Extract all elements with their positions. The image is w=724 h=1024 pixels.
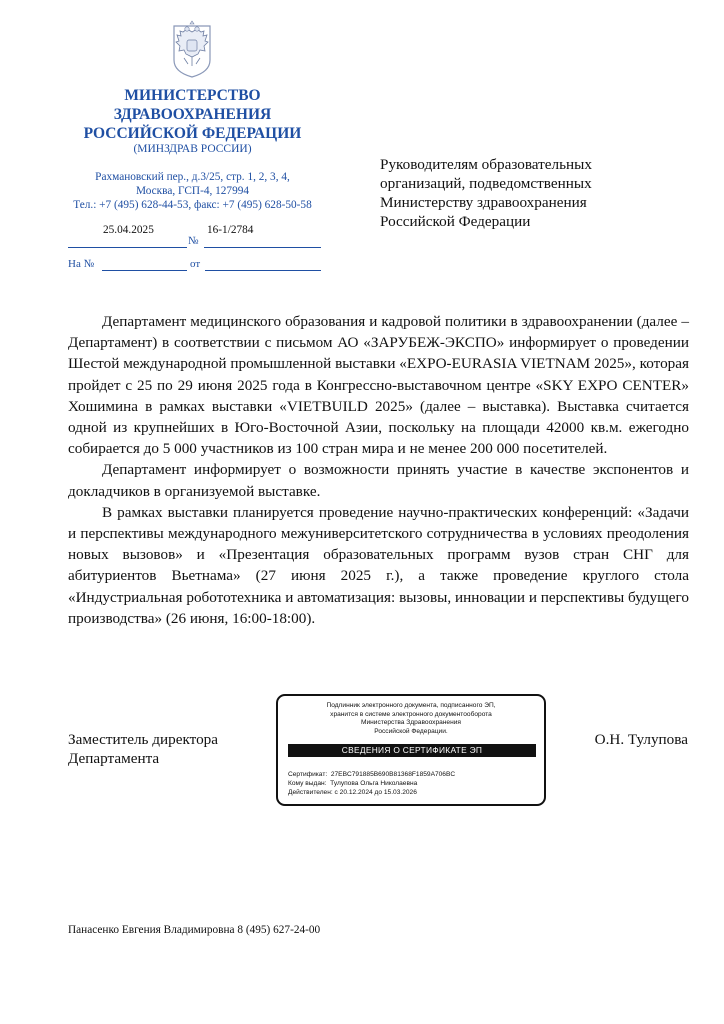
body-paragraph: Департамент медицинского образования и кадровой политики в здравоохранении (далее – Департамент) в соответствии с письмом АО «ЗАРУБЕЖ-ЭКСПО» информирует о проведении Шестой международной промышленной выставки «EXPO-EURASIA VIETNAM 2025», которая пройдет с 25 по 29 июня 2025 года в Конгрессно-выставочном центре «SKY EXPO CENTER» Хошимина в рамках выставки «VIETBUILD 2025» (далее – выставка). Выставка считается одной из крупнейших в Юго-Восточной Азии, поскольку на площади 42000 кв.м. ежегодно собирается до 5 000 участников из 100 стран мира и не менее 200 000 посетителей. bbox=[68, 313, 689, 458]
number-underline bbox=[204, 235, 321, 248]
stamp-header-line: хранится в системе электронного документооборота bbox=[330, 710, 492, 718]
electronic-signature-stamp bbox=[276, 694, 546, 806]
stamp-header-line: Министерства Здравоохранения bbox=[360, 719, 461, 727]
stamp-valid-label: Действителен: bbox=[288, 789, 333, 796]
stamp-certificate-label: Сертификат: bbox=[288, 771, 328, 778]
stamp-header-line: Подлинник электронного документа, подписанного ЭП, bbox=[326, 702, 496, 709]
russian-coat-of-arms-icon bbox=[170, 20, 214, 78]
stamp-banner: СВЕДЕНИЯ О СЕРТИФИКАТЕ ЭП bbox=[288, 744, 536, 757]
addressee-line: Министерству здравоохранения bbox=[380, 194, 587, 211]
address-line-2: Москва, ГСП-4, 127994 bbox=[135, 185, 250, 197]
stamp-issued-label: Кому выдан: bbox=[288, 780, 327, 787]
ref-number-label: На № bbox=[68, 258, 95, 270]
ref-date-underline bbox=[205, 258, 321, 271]
document-date: 25.04.2025 bbox=[103, 224, 154, 236]
signer-title bbox=[68, 730, 218, 768]
ref-number-underline bbox=[102, 258, 187, 271]
stamp-header bbox=[284, 702, 538, 736]
stamp-header-line: Российской Федерации. bbox=[374, 727, 448, 735]
stamp-issued-value: Тулупова Ольга Николаевна bbox=[330, 780, 418, 787]
number-label: № bbox=[188, 235, 199, 247]
address-line-1: Рахмановский пер., д.3/25, стр. 1, 2, 3, 4, bbox=[95, 171, 290, 183]
signer-title-line: Департамента bbox=[68, 750, 160, 767]
ref-from-label: от bbox=[190, 258, 201, 270]
signer-name: О.Н. Тулупова bbox=[594, 731, 688, 748]
ministry-name-line-2: ЗДРАВООХРАНЕНИЯ bbox=[113, 106, 272, 123]
stamp-issued-row bbox=[288, 779, 455, 788]
stamp-certificate-row bbox=[288, 770, 455, 779]
stamp-details bbox=[288, 770, 455, 797]
ministry-name-line-3: РОССИЙСКОЙ ФЕДЕРАЦИИ bbox=[83, 125, 302, 142]
stamp-certificate-value: 27EBC791885B690B81368F1859A706BC bbox=[330, 771, 456, 778]
addressee-block bbox=[380, 155, 680, 231]
letter-body bbox=[68, 311, 689, 629]
addressee-line: Руководителям образовательных bbox=[380, 156, 592, 173]
body-paragraph: Департамент информирует о возможности принять участие в качестве экспонентов и докладчиков в организуемой выставке. bbox=[68, 461, 689, 500]
document-number: 16-1/2784 bbox=[207, 224, 254, 236]
address-line-3: Тел.: +7 (495) 628-44-53, факс: +7 (495) 628-50-58 bbox=[73, 199, 312, 211]
addressee-line: Российской Федерации bbox=[380, 213, 531, 230]
date-underline bbox=[68, 235, 187, 248]
body-paragraph: В рамках выставки планируется проведение научно-практических конференций: «Задачи и перспективы международного межуниверситетского сотрудничества в условиях преодоления новых вызовов» и «Презентация образовательных программ вузов стран СНГ для абитуриентов Вьетнама» (27 июня 2025 г.), а также проведение круглого стола «Индустриальная робототехника и автоматизация: вызовы, инновации и перспективы будущего производства» (26 июня, 16:00-18:00). bbox=[68, 503, 689, 627]
ministry-short-name: (МИНЗДРАВ РОССИИ) bbox=[133, 143, 252, 155]
signer-title-line: Заместитель директора bbox=[68, 731, 218, 748]
executor-contact: Панасенко Евгения Владимировна 8 (495) 627-24-00 bbox=[68, 924, 321, 936]
stamp-valid-value: с 20.12.2024 до 15.03.2026 bbox=[334, 789, 417, 796]
ministry-name-line-1: МИНИСТЕРСТВО bbox=[124, 87, 261, 104]
addressee-line: организаций, подведомственных bbox=[380, 175, 592, 192]
stamp-valid-row bbox=[288, 788, 455, 797]
